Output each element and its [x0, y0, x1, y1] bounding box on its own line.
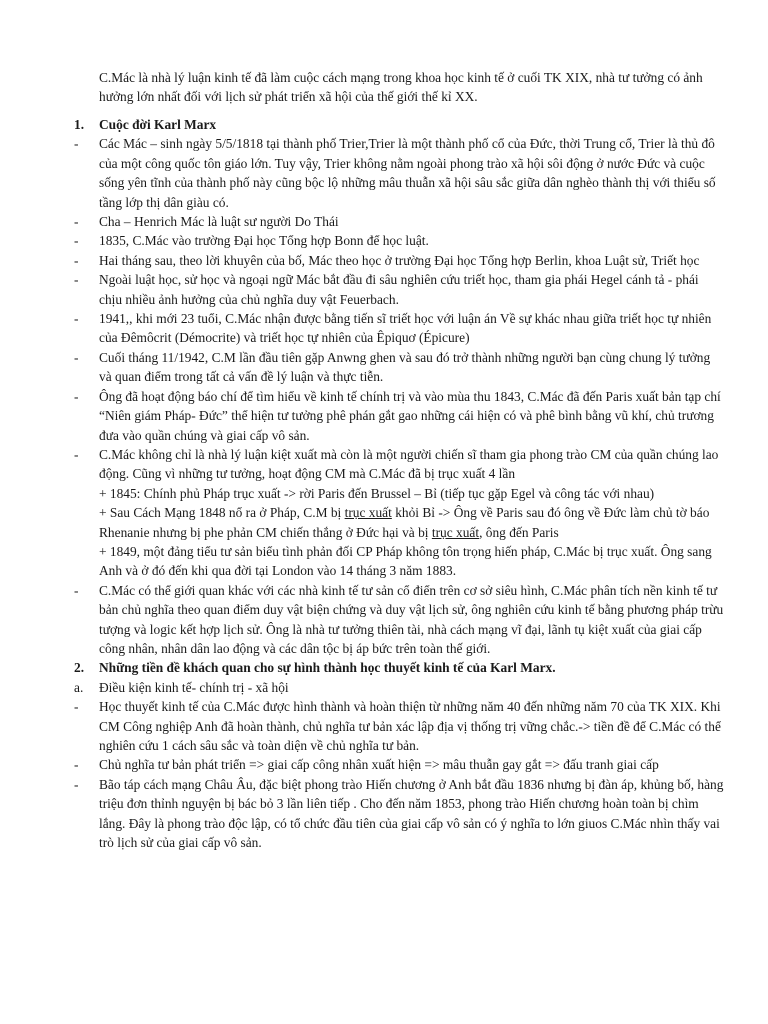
list-item-text: Các Mác – sinh ngày 5/5/1818 tại thành phố Trier,Trier là một thành phố cổ của Đức, thời Trung cổ, Trier là thủ đô của một công quốc tôn giáo lớn. Tuy vậy, Trier không nằm ngoài phong trào xã hội sôi động ở nước Đức và cuộc sống yên tĩnh của thành phố này cũng bộc lộ những mâu thuẫn xã hội sâu sắc giữa dân nghèo thành thị với thiểu số tầng lớp thị dân giàu có.	[99, 136, 716, 210]
underlined-term: trục xuất	[431, 524, 480, 540]
list-item-text: Bão táp cách mạng Châu Âu, đặc biệt phong trào Hiến chương ở Anh bắt đầu 1836 nhưng bị đàn áp, khủng bố, hàng triệu đơn thỉnh nguyện bị bác bỏ 3 lần liên tiếp . Cho đến năm 1853, phong trào Hiến chương hoàn toàn bị chìm lắng. Đây là phong trào độc lập, có tổ chức đầu tiên của giai cấp vô sản có ý nghĩa to lớn giuos C.Mác nhìn thấy vai trò lịch sử của giai cấp vô sản.	[99, 776, 724, 851]
list-item-body	[99, 445, 724, 581]
bullet-marker: -	[74, 757, 79, 773]
section-title: Những tiền đề khách quan cho sự hình thành học thuyết kinh tế của Karl Marx.	[99, 660, 556, 676]
bullet-marker: -	[74, 272, 79, 288]
list-item-text: 1941,, khi mới 23 tuổi, C.Mác nhận được bằng tiến sĩ triết học với luận án Về sự khác nhau giữa triết học tự nhiên của Đêmôcrit (Démocrite) và triết học tự nhiên của Êpiquơ (Épicure)	[99, 311, 712, 346]
list-item-text: Ngoài luật học, sử học và ngoại ngữ Mác bắt đầu đi sâu nghiên cứu triết học, tham gia phái Hegel cánh tả - phái chịu nhiều ảnh hưởng của chủ nghĩa duy vật Feuerbach.	[99, 272, 699, 307]
subsection-marker: a.	[74, 679, 84, 695]
sub-text: , ông đến Paris	[479, 524, 559, 540]
list-item	[74, 270, 724, 309]
section-number: 1.	[74, 117, 85, 132]
list-item	[74, 251, 724, 270]
list-item-text: Cuối tháng 11/1942, C.M lần đầu tiên gặp Anwng ghen và sau đó trở thành những người bạn cùng chung lý tưởng và quan điểm trong tất cả vấn đề lý luận và thực tiễn.	[99, 349, 711, 385]
list-item	[74, 348, 724, 387]
bullet-marker: -	[74, 699, 79, 715]
list-item-text: Cha – Henrich Mác là luật sư người Do Thái	[99, 214, 339, 230]
list-item	[74, 309, 724, 348]
sub-item-1848	[99, 503, 724, 542]
bullet-marker: -	[74, 349, 79, 365]
bullet-marker: -	[74, 446, 79, 462]
bullet-marker: -	[74, 388, 79, 404]
sub-text: khỏi Bỉ -> Ông về Paris sau đó ông về Đức làm chủ tờ báo Rhenanie nhưng bị phe phản CM chiến thắng ở Đức hại và bị	[99, 505, 710, 540]
list-item-text: Hai tháng sau, theo lời khuyên của bố, Mác theo học ở trường Đại học Tổng hợp Berlin, khoa Luật sử, Triết học	[99, 252, 700, 268]
list-item	[74, 212, 724, 231]
sub-item-1845: + 1845: Chính phủ Pháp trục xuất -> rời Paris đến Brussel – Bỉ (tiếp tục gặp Egel và công tác với nhau)	[99, 485, 655, 501]
list-item-text: C.Mác có thể giới quan khác với các nhà kinh tế tư sản cổ điển trên cơ sở siêu hình, C.Mác phân tích nền kinh tế tư bản chủ nghĩa theo quan điểm duy vật biện chứng và duy vật lịch sử, ông nghiên cứu kinh tế bằng phương pháp trừu tượng và logic kết hợp lịch sử. Ông là nhà tư tưởng thiên tài, nhà cách mạng vĩ đại, lãnh tụ kiệt xuất của giai cấp công nhân, nhân dân lao động và các dân tộc bị áp bức trên toàn thế giới.	[99, 582, 724, 656]
bullet-marker: -	[74, 582, 79, 598]
section-1-heading	[74, 115, 724, 134]
list-item	[74, 697, 724, 755]
list-item	[74, 387, 724, 445]
bullet-marker: -	[74, 136, 79, 152]
section-title: Cuộc đời Karl Marx	[99, 117, 217, 132]
sub-item-1849: + 1849, một đảng tiểu tư sản biểu tình phản đối CP Pháp không tôn trọng hiến pháp, C.Mác bị trục xuất. Ông sang Anh và ở đó đến khi qua đời tại London vào 14 tháng 3 năm 1883.	[99, 543, 712, 579]
bullet-marker: -	[74, 311, 79, 327]
section-2-heading	[74, 658, 724, 677]
list-item-text: Học thuyết kinh tế của C.Mác được hình thành và hoàn thiện từ những năm 40 đến những năm 70 của TK XIX. Khi CM Công nghiệp Anh đã hoàn thành, chủ nghĩa tư bản xác lập địa vị thống trị vững chắc.-> tiền đề để C.Mác có thể nghiên cứu 1 cách sâu sắc và toàn diện về chủ nghĩa tư bản.	[99, 699, 721, 753]
bullet-marker: -	[74, 252, 79, 268]
list-item-text: Chủ nghĩa tư bản phát triển => giai cấp công nhân xuất hiện => mâu thuẫn gay gắt => đấu tranh giai cấp	[99, 757, 659, 773]
list-item-text: C.Mác không chỉ là nhà lý luận kiệt xuất mà còn là một người chiến sĩ tham gia phong trào CM của quần chúng lao động. Cũng vì những tư tưởng, hoạt động CM mà C.Mác đã bị trục xuất 4 lần	[99, 446, 719, 482]
list-item	[74, 755, 724, 774]
list-item	[74, 445, 724, 581]
list-item	[74, 134, 724, 212]
underlined-term: trục xuất	[344, 505, 392, 521]
bullet-marker: -	[74, 214, 79, 230]
content-list	[74, 115, 724, 852]
subsection-title: Điều kiện kinh tế- chính trị - xã hội	[99, 679, 289, 695]
list-item	[74, 581, 724, 659]
list-item	[74, 231, 724, 250]
bullet-marker: -	[74, 776, 79, 792]
subsection-a-heading	[74, 678, 724, 697]
list-item	[74, 775, 724, 853]
intro-paragraph: C.Mác là nhà lý luận kinh tế đã làm cuộc cách mạng trong khoa học kinh tế ở cuối TK XIX, nhà tư tưởng có ảnh hưởng lớn nhất đối với lịch sử phát triển xã hội của thế giới thế kỉ XX.	[99, 70, 703, 105]
list-item-text: Ông đã hoạt động báo chí để tìm hiểu về kinh tế chính trị và vào mùa thu 1843, C.Mác đã đến Paris xuất bản tạp chí “Niên giám Pháp- Đức” thể hiện tư tưởng phê phán gắt gao những cái hiện có và phê bình bằng vũ khí, chủ trương đưa vào quần chúng và giai cấp vô sản.	[99, 388, 721, 443]
list-item-text: 1835, C.Mác vào trường Đại học Tổng hợp Bonn để học luật.	[99, 233, 429, 249]
sub-text: + Sau Cách Mạng 1848 nổ ra ở Pháp, C.M bị	[99, 505, 345, 521]
section-number: 2.	[74, 660, 85, 676]
bullet-marker: -	[74, 233, 79, 249]
